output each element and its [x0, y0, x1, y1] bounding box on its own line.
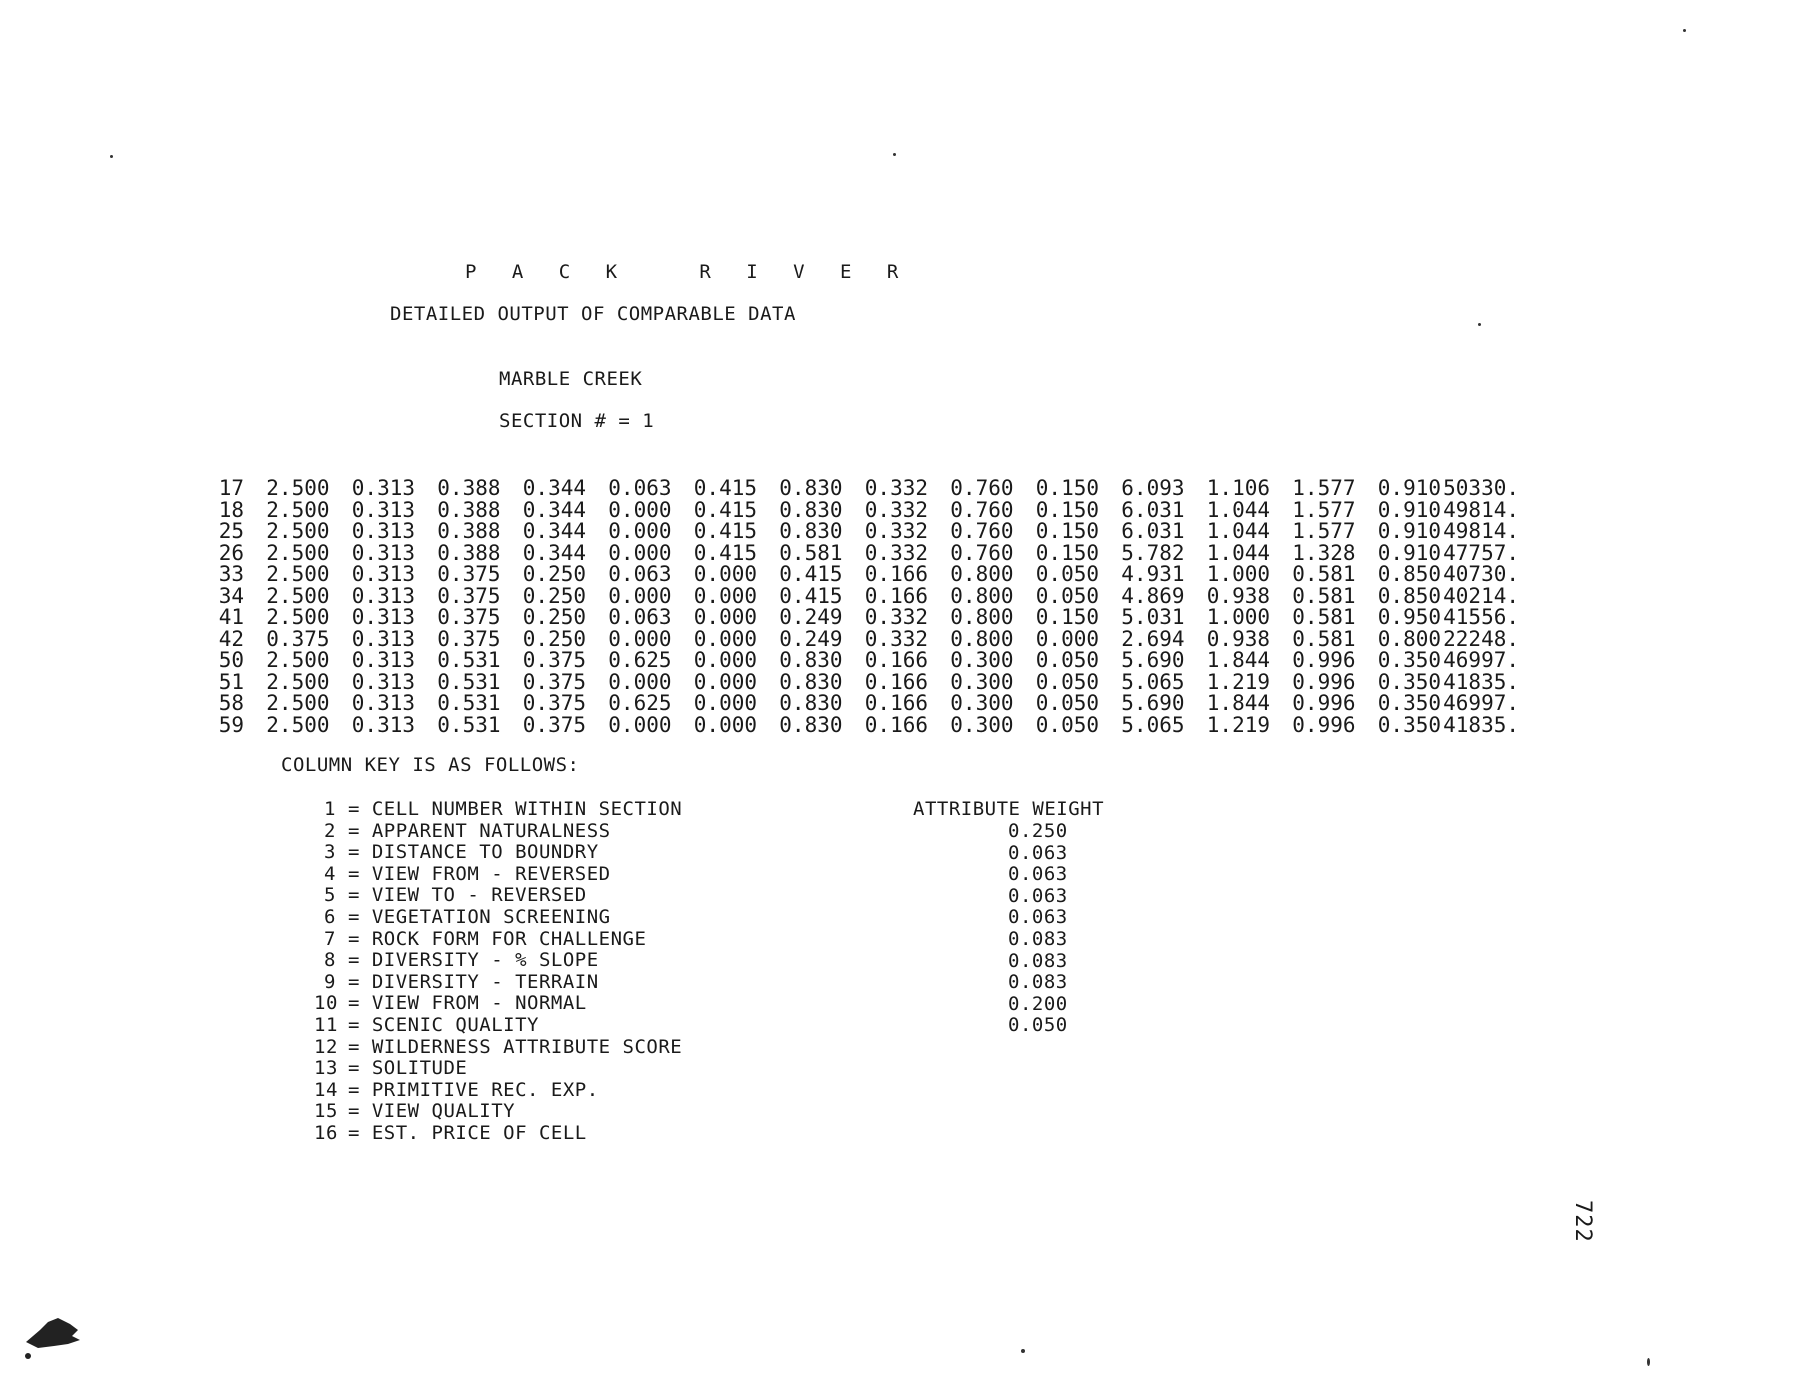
table-cell: 0.000: [693, 648, 757, 672]
column-key-label: SOLITUDE: [371, 1057, 468, 1080]
attribute-weight-value: 0.200: [1008, 992, 1068, 1015]
table-cell: 0.910: [1377, 519, 1441, 543]
table-cell: 6.031: [1121, 497, 1185, 522]
scan-speck: [1647, 1358, 1650, 1366]
table-cell: 1.044: [1206, 519, 1270, 543]
table-cell: 41835.: [1443, 712, 1519, 737]
table-row: [210, 712, 1519, 737]
table-cell: 1.577: [1292, 519, 1356, 543]
table-cell: 0.388: [437, 519, 501, 543]
attribute-weight-value: 0.063: [1008, 906, 1068, 929]
table-cell: 0.760: [950, 540, 1014, 565]
table-row: [210, 626, 1519, 651]
table-cell: 17: [218, 476, 244, 500]
table-cell: 0.150: [1035, 605, 1099, 629]
table-cell: 0.000: [693, 583, 757, 608]
table-cell: 1.000: [1206, 605, 1270, 629]
table-cell: 0.581: [1292, 626, 1356, 651]
table-cell: 42: [218, 626, 244, 651]
table-cell: 0.000: [608, 497, 672, 522]
table-cell: 0.625: [608, 648, 672, 672]
column-key-label: CELL NUMBER WITHIN SECTION: [371, 798, 683, 820]
column-key-label: DIVERSITY - TERRAIN: [371, 970, 599, 993]
table-cell: 41: [218, 605, 244, 629]
table-cell: 0.000: [608, 519, 672, 543]
table-cell: 0.166: [864, 712, 928, 737]
attribute-weight-value: 0.083: [1008, 971, 1068, 994]
column-key-item: [314, 929, 682, 951]
equals-sign: =: [336, 1078, 372, 1101]
attribute-weight-value: 0.063: [1008, 841, 1068, 864]
column-key-number: 9: [324, 970, 336, 993]
table-cell: 0.250: [522, 605, 586, 629]
column-key-title: COLUMN KEY IS AS FOLLOWS:: [281, 754, 580, 776]
column-key-number: 5: [324, 884, 336, 907]
table-cell: 0.344: [522, 519, 586, 543]
attribute-weight-value: 0.083: [1008, 949, 1068, 972]
table-cell: 4.931: [1121, 562, 1185, 586]
table-row: [210, 650, 1519, 672]
equals-sign: =: [336, 905, 372, 928]
table-cell: 0.332: [864, 605, 928, 629]
table-cell: 0.250: [522, 562, 586, 586]
table-cell: 1.219: [1206, 712, 1270, 737]
column-key-number: 16: [314, 1121, 338, 1144]
table-cell: 0.249: [779, 626, 843, 651]
table-cell: 0.375: [437, 583, 501, 608]
table-cell: 0.415: [693, 519, 757, 543]
table-cell: 0.300: [950, 691, 1014, 715]
document-subtitle: DETAILED OUTPUT OF COMPARABLE DATA: [390, 303, 796, 325]
table-cell: 0.313: [351, 669, 415, 694]
table-cell: 1.219: [1206, 669, 1270, 694]
table-cell: 0.415: [693, 476, 757, 500]
table-cell: 0.000: [608, 669, 672, 694]
table-cell: 5.782: [1121, 540, 1185, 565]
equals-sign: =: [336, 1100, 372, 1123]
table-cell: 0.938: [1206, 626, 1270, 651]
table-cell: 0.910: [1377, 497, 1441, 522]
table-cell: 1.844: [1206, 648, 1270, 672]
table-cell: 0.581: [1292, 583, 1356, 608]
table-cell: 0.910: [1377, 540, 1441, 565]
column-key-number: 15: [314, 1100, 338, 1123]
column-key-label: DIVERSITY - % SLOPE: [371, 949, 599, 972]
table-cell: 5.065: [1121, 669, 1185, 694]
column-key-item: [314, 1101, 682, 1123]
table-cell: 1.000: [1206, 562, 1270, 586]
table-cell: 25: [218, 519, 244, 543]
table-cell: 6.093: [1121, 476, 1185, 500]
table-cell: 0.800: [950, 583, 1014, 608]
column-key-label: ROCK FORM FOR CHALLENGE: [371, 927, 647, 950]
table-cell: 0.166: [864, 691, 928, 715]
table-cell: 0.050: [1035, 583, 1099, 608]
table-cell: 0.800: [950, 626, 1014, 651]
table-cell: 0.388: [437, 497, 501, 522]
table-cell: 1.044: [1206, 540, 1270, 565]
table-cell: 0.581: [1292, 605, 1356, 629]
table-cell: 2.500: [266, 476, 330, 500]
table-cell: 0.800: [1377, 626, 1441, 651]
table-cell: 2.500: [266, 583, 330, 608]
column-key-label: WILDERNESS ATTRIBUTE SCORE: [371, 1035, 683, 1058]
table-row: [210, 669, 1519, 694]
table-cell: 51: [218, 669, 244, 694]
attribute-weight-heading: ATTRIBUTE WEIGHT: [913, 798, 1105, 820]
table-cell: 0.313: [351, 540, 415, 565]
attribute-weight-value: 0.083: [1008, 927, 1068, 950]
table-cell: 0.910: [1377, 476, 1441, 500]
table-cell: 0.388: [437, 540, 501, 565]
table-cell: 0.760: [950, 497, 1014, 522]
table-cell: 0.850: [1377, 583, 1441, 608]
table-cell: 0.249: [779, 605, 843, 629]
column-key-label: VIEW TO - REVERSED: [371, 884, 587, 907]
table-cell: 5.031: [1121, 605, 1185, 629]
table-cell: 0.166: [864, 669, 928, 694]
table-cell: 34: [218, 583, 244, 608]
attribute-weight-value: 0.063: [1008, 863, 1068, 886]
table-cell: 0.531: [437, 712, 501, 737]
table-cell: 0.388: [437, 476, 501, 500]
table-cell: 5.690: [1121, 691, 1185, 715]
column-key-label: APPARENT NATURALNESS: [371, 819, 611, 842]
attribute-weight-value: 0.063: [1008, 884, 1068, 907]
table-row: [210, 693, 1519, 715]
table-cell: 0.531: [437, 669, 501, 694]
table-cell: 0.000: [608, 712, 672, 737]
table-cell: 0.375: [522, 691, 586, 715]
table-cell: 0.760: [950, 519, 1014, 543]
equals-sign: =: [336, 1013, 372, 1036]
table-cell: 0.996: [1292, 648, 1356, 672]
document-title: P A C K R I V E R: [465, 261, 911, 283]
table-cell: 0.350: [1377, 712, 1441, 737]
table-cell: 33: [218, 562, 244, 586]
scan-speck: [1683, 29, 1686, 32]
column-key-item: [314, 972, 682, 994]
table-cell: 5.690: [1121, 648, 1185, 672]
equals-sign: =: [336, 1035, 372, 1058]
table-cell: 26: [218, 540, 244, 565]
column-key-number: 2: [324, 819, 336, 842]
table-cell: 0.000: [693, 605, 757, 629]
column-key-number: 10: [314, 992, 338, 1015]
table-cell: 0.375: [437, 605, 501, 629]
table-cell: 58: [218, 691, 244, 715]
equals-sign: =: [336, 841, 372, 864]
table-cell: 2.500: [266, 691, 330, 715]
column-key-item: [314, 821, 682, 843]
equals-sign: =: [336, 949, 372, 972]
attribute-weight-list: [1008, 821, 1068, 1037]
table-cell: 0.050: [1035, 648, 1099, 672]
table-cell: 0.000: [608, 626, 672, 651]
table-cell: 0.050: [1035, 712, 1099, 737]
table-cell: 0.300: [950, 669, 1014, 694]
table-cell: 0.050: [1035, 562, 1099, 586]
table-cell: 0.063: [608, 605, 672, 629]
column-key-label: EST. PRICE OF CELL: [371, 1121, 587, 1144]
table-cell: 0.950: [1377, 605, 1441, 629]
table-cell: 0.760: [950, 476, 1014, 500]
column-key-item: [314, 1058, 682, 1080]
equals-sign: =: [336, 862, 372, 885]
table-cell: 0.150: [1035, 540, 1099, 565]
table-cell: 0.313: [351, 476, 415, 500]
table-cell: 47757.: [1443, 540, 1519, 565]
column-key-number: 8: [324, 949, 336, 972]
table-cell: 0.313: [351, 583, 415, 608]
table-cell: 0.415: [693, 497, 757, 522]
table-cell: 0.375: [437, 562, 501, 586]
table-cell: 0.344: [522, 476, 586, 500]
table-cell: 0.000: [608, 540, 672, 565]
table-cell: 40730.: [1443, 562, 1519, 586]
table-cell: 2.500: [266, 540, 330, 565]
table-cell: 0.830: [779, 476, 843, 500]
equals-sign: =: [336, 1057, 372, 1080]
column-key-label: VIEW FROM - NORMAL: [371, 992, 587, 1015]
scan-speck: [893, 153, 896, 156]
table-cell: 0.531: [437, 691, 501, 715]
column-key-number: 6: [324, 905, 336, 928]
column-key-number: 11: [314, 1013, 338, 1036]
table-row: [210, 478, 1519, 500]
table-cell: 0.415: [779, 583, 843, 608]
table-cell: 41835.: [1443, 669, 1519, 694]
table-cell: 0.800: [950, 562, 1014, 586]
table-cell: 0.000: [693, 626, 757, 651]
table-cell: 0.313: [351, 519, 415, 543]
column-key-item: [314, 993, 682, 1015]
scan-speck: [1021, 1349, 1025, 1353]
table-cell: 0.000: [693, 712, 757, 737]
table-cell: 0.375: [522, 648, 586, 672]
table-cell: 50330.: [1443, 476, 1519, 500]
table-cell: 0.938: [1206, 583, 1270, 608]
table-row: [210, 497, 1519, 522]
table-cell: 2.694: [1121, 626, 1185, 651]
column-key-list: [314, 799, 682, 1145]
table-row: [210, 607, 1519, 629]
table-cell: 0.313: [351, 691, 415, 715]
table-cell: 0.350: [1377, 648, 1441, 672]
table-cell: 0.150: [1035, 519, 1099, 543]
column-key-number: 12: [314, 1035, 338, 1058]
table-cell: 0.050: [1035, 691, 1099, 715]
page-number: 722: [1570, 1200, 1595, 1243]
column-key-number: 3: [324, 841, 336, 864]
table-cell: 1.577: [1292, 476, 1356, 500]
table-cell: 41556.: [1443, 605, 1519, 629]
column-key-number: 1: [324, 798, 336, 820]
table-cell: 49814.: [1443, 519, 1519, 543]
table-cell: 2.500: [266, 669, 330, 694]
table-cell: 0.063: [608, 476, 672, 500]
table-cell: 46997.: [1443, 691, 1519, 715]
table-cell: 2.500: [266, 605, 330, 629]
table-cell: 0.800: [950, 605, 1014, 629]
table-row: [210, 540, 1519, 565]
table-cell: 0.996: [1292, 712, 1356, 737]
column-key-label: VIEW FROM - REVERSED: [371, 862, 611, 885]
equals-sign: =: [336, 992, 372, 1015]
column-key-item: [314, 1037, 682, 1059]
table-cell: 50: [218, 648, 244, 672]
table-cell: 59: [218, 712, 244, 737]
column-key-item: [314, 799, 682, 821]
scan-speck: [1478, 323, 1481, 326]
column-key-number: 4: [324, 862, 336, 885]
equals-sign: =: [336, 927, 372, 950]
table-cell: 0.150: [1035, 497, 1099, 522]
table-row: [210, 521, 1519, 543]
table-cell: 0.350: [1377, 691, 1441, 715]
table-cell: 2.500: [266, 648, 330, 672]
table-cell: 0.063: [608, 562, 672, 586]
table-cell: 0.000: [693, 562, 757, 586]
table-cell: 0.313: [351, 626, 415, 651]
column-key-label: SCENIC QUALITY: [371, 1013, 539, 1036]
equals-sign: =: [336, 970, 372, 993]
table-cell: 1.577: [1292, 497, 1356, 522]
table-cell: 2.500: [266, 497, 330, 522]
scan-speck: [110, 155, 113, 158]
table-cell: 0.830: [779, 648, 843, 672]
table-cell: 0.830: [779, 669, 843, 694]
table-cell: 0.000: [693, 691, 757, 715]
table-cell: 49814.: [1443, 497, 1519, 522]
table-cell: 0.375: [522, 712, 586, 737]
column-key-item: [314, 907, 682, 929]
ink-blot: [18, 1300, 90, 1360]
table-cell: 0.344: [522, 497, 586, 522]
table-cell: 0.850: [1377, 562, 1441, 586]
creek-name: MARBLE CREEK: [499, 368, 643, 390]
table-cell: 0.166: [864, 648, 928, 672]
table-cell: 0.375: [522, 669, 586, 694]
column-key-number: 7: [324, 927, 336, 950]
table-cell: 1.328: [1292, 540, 1356, 565]
attribute-weight-value: 0.050: [1008, 1014, 1068, 1037]
column-key-item: [314, 1080, 682, 1102]
table-cell: 0.830: [779, 519, 843, 543]
table-cell: 0.332: [864, 497, 928, 522]
table-cell: 0.332: [864, 519, 928, 543]
column-key-label: PRIMITIVE REC. EXP.: [371, 1078, 599, 1101]
column-key-label: DISTANCE TO BOUNDRY: [371, 841, 599, 864]
table-cell: 1.044: [1206, 497, 1270, 522]
table-cell: 0.996: [1292, 669, 1356, 694]
attribute-weight-value: 0.250: [1008, 820, 1068, 842]
table-cell: 0.625: [608, 691, 672, 715]
column-key-item: [314, 864, 682, 886]
table-cell: 0.313: [351, 712, 415, 737]
table-cell: 0.300: [950, 712, 1014, 737]
table-cell: 22248.: [1443, 626, 1519, 651]
equals-sign: =: [336, 819, 372, 842]
table-cell: 0.415: [693, 540, 757, 565]
table-cell: 0.000: [1035, 626, 1099, 651]
table-cell: 0.415: [779, 562, 843, 586]
table-cell: 0.166: [864, 562, 928, 586]
table-cell: 0.375: [437, 626, 501, 651]
table-cell: 1.844: [1206, 691, 1270, 715]
table-cell: 0.581: [1292, 562, 1356, 586]
column-key-item: [314, 842, 682, 864]
column-key-item: [314, 1123, 682, 1145]
column-key-item: [314, 950, 682, 972]
table-cell: 0.375: [266, 626, 330, 651]
table-cell: 0.250: [522, 626, 586, 651]
table-cell: 1.106: [1206, 476, 1270, 500]
table-cell: 5.065: [1121, 712, 1185, 737]
table-cell: 46997.: [1443, 648, 1519, 672]
table-cell: 40214.: [1443, 583, 1519, 608]
data-table: [210, 478, 1519, 736]
table-cell: 18: [218, 497, 244, 522]
table-cell: 0.166: [864, 583, 928, 608]
table-cell: 0.250: [522, 583, 586, 608]
table-cell: 0.344: [522, 540, 586, 565]
table-cell: 2.500: [266, 519, 330, 543]
table-cell: 0.332: [864, 626, 928, 651]
table-row: [210, 583, 1519, 608]
equals-sign: =: [336, 1121, 372, 1144]
table-cell: 0.350: [1377, 669, 1441, 694]
table-cell: 0.581: [779, 540, 843, 565]
table-cell: 0.313: [351, 562, 415, 586]
column-key-number: 13: [314, 1057, 338, 1080]
table-row: [210, 564, 1519, 586]
table-cell: 0.150: [1035, 476, 1099, 500]
equals-sign: =: [336, 884, 372, 907]
section-number: SECTION # = 1: [499, 410, 655, 432]
column-key-label: VEGETATION SCREENING: [371, 905, 611, 928]
table-cell: 0.050: [1035, 669, 1099, 694]
table-cell: 0.531: [437, 648, 501, 672]
table-cell: 2.500: [266, 562, 330, 586]
table-cell: 0.313: [351, 497, 415, 522]
equals-sign: =: [336, 798, 372, 820]
table-cell: 0.332: [864, 476, 928, 500]
table-cell: 6.031: [1121, 519, 1185, 543]
column-key-label: VIEW QUALITY: [371, 1100, 516, 1123]
table-cell: 0.313: [351, 648, 415, 672]
column-key-item: [314, 885, 682, 907]
column-key-item: [314, 1015, 682, 1037]
table-cell: 2.500: [266, 712, 330, 737]
table-cell: 0.332: [864, 540, 928, 565]
table-cell: 0.830: [779, 691, 843, 715]
table-cell: 0.830: [779, 712, 843, 737]
table-cell: 0.000: [608, 583, 672, 608]
column-key-number: 14: [314, 1078, 338, 1101]
table-cell: 0.313: [351, 605, 415, 629]
table-cell: 0.300: [950, 648, 1014, 672]
table-cell: 4.869: [1121, 583, 1185, 608]
table-cell: 0.996: [1292, 691, 1356, 715]
table-cell: 0.000: [693, 669, 757, 694]
table-cell: 0.830: [779, 497, 843, 522]
